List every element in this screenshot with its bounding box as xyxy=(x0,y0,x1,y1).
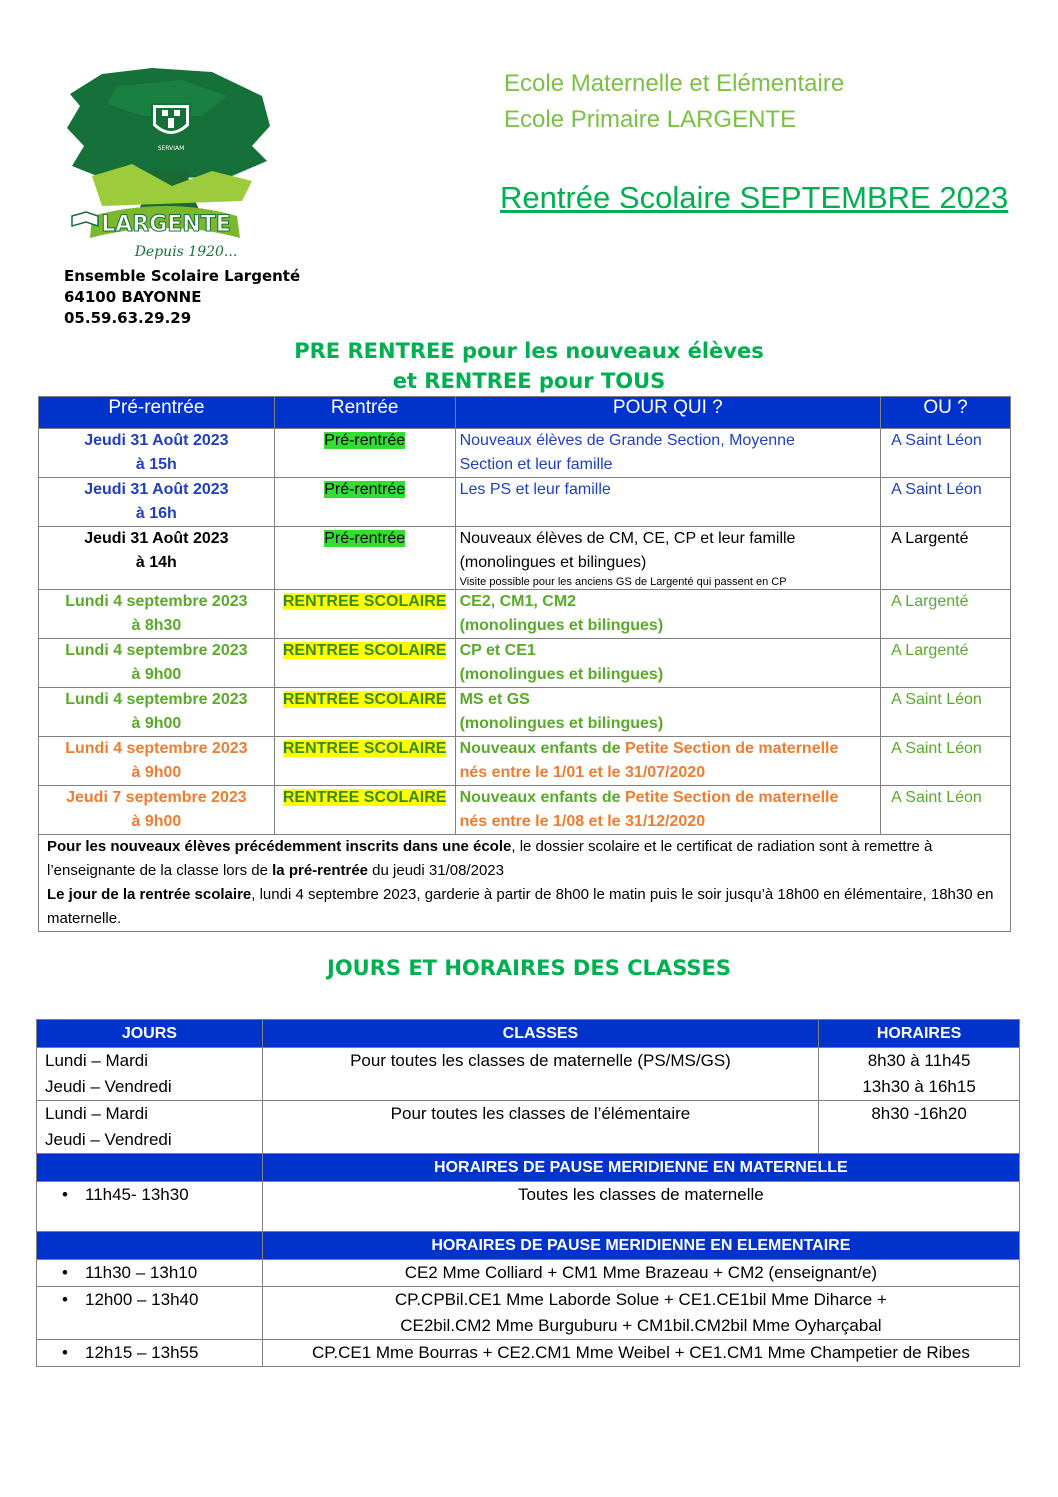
row-qui-highlight: Petite Section de maternelle xyxy=(624,789,839,806)
pause-classes: CP.CPBil.CE1 Mme Laborde Solue + CE1.CE1bil Mme Diharce + xyxy=(394,1290,887,1309)
row-rentree-badge: RENTREE SCOLAIRE xyxy=(282,691,447,708)
row-qui-2: (monolingues et bilingues) xyxy=(459,666,664,683)
note-text-1: , le dossier scolaire et le certificat de radiation sont à remettre à l’enseignante de la classe lors de xyxy=(47,838,933,879)
row-ou: A Saint Léon xyxy=(881,429,1011,478)
pause-elementaire-title: HORAIRES DE PAUSE MERIDIENNE EN ELEMENTAIRE xyxy=(262,1232,1019,1260)
row-qui: MS et GS xyxy=(459,691,530,708)
table-row xyxy=(37,1340,1020,1367)
pause-maternelle-header xyxy=(37,1154,1020,1182)
address-phone: 05.59.63.29.29 xyxy=(64,309,192,327)
address-city: 64100 BAYONNE xyxy=(64,288,202,306)
row-ou: A Saint Léon xyxy=(881,737,1011,786)
pause-classes: Toutes les classes de maternelle xyxy=(262,1182,1019,1232)
row-classes: Pour toutes les classes de l’élémentaire xyxy=(262,1101,818,1154)
row-qui-highlight: Petite Section de maternelle xyxy=(624,740,839,757)
note-bold-2: la pré-rentrée xyxy=(272,862,369,879)
note-paragraph-2 xyxy=(47,883,1002,931)
col-header-horaires: HORAIRES xyxy=(819,1020,1020,1048)
school-line-1: Ecole Maternelle et Elémentaire xyxy=(504,70,845,97)
col-header-jours: JOURS xyxy=(37,1020,263,1048)
row-time: à 9h00 xyxy=(131,764,182,781)
row-qui: Les PS et leur famille xyxy=(459,481,611,498)
pause-time: 11h30 – 13h10 xyxy=(85,1263,198,1282)
note-text-3: , lundi 4 septembre 2023, garderie à partir de 8h00 le matin puis le soir jusqu’à 18h00 en élémentaire, 18h30 en maternelle. xyxy=(47,886,994,927)
row-qui-2: (monolingues et bilingues) xyxy=(459,617,664,634)
section-1-title xyxy=(0,336,1058,396)
row-qui-2: (monolingues et bilingues) xyxy=(459,554,647,571)
pause-time: 12h00 – 13h40 xyxy=(85,1290,199,1309)
bullet-icon: • xyxy=(62,1290,68,1309)
table-row xyxy=(39,737,1011,786)
row-time: à 9h00 xyxy=(131,813,182,830)
row-time: à 8h30 xyxy=(131,617,182,634)
row-horaire-1: 8h30 -16h20 xyxy=(819,1101,1020,1154)
row-qui: Nouveaux élèves de CM, CE, CP et leur famille xyxy=(459,530,796,547)
row-qui: CE2, CM1, CM2 xyxy=(459,593,577,610)
row-time: à 15h xyxy=(135,456,177,473)
row-rentree-badge: Pré-rentrée xyxy=(324,481,406,498)
row-rentree-badge: RENTREE SCOLAIRE xyxy=(282,642,447,659)
col-header-classes: CLASSES xyxy=(262,1020,818,1048)
col-header-pour-qui: POUR QUI ? xyxy=(455,397,880,429)
row-rentree-badge: RENTREE SCOLAIRE xyxy=(282,789,447,806)
table-row xyxy=(37,1182,1020,1232)
logo-motto: SERVIAM xyxy=(157,145,185,152)
col-header-ou: OU ? xyxy=(881,397,1011,429)
pause-time: 11h45- 13h30 xyxy=(85,1185,189,1204)
table-note xyxy=(39,835,1011,932)
pause-elementaire-header xyxy=(37,1232,1020,1260)
row-date: Jeudi 31 Août 2023 xyxy=(84,530,229,547)
logo-text: LARGENTE xyxy=(101,212,231,237)
note-bold-3: Le jour de la rentrée scolaire xyxy=(47,886,252,903)
row-jours-1: Lundi – Mardi xyxy=(45,1104,149,1123)
row-date: Jeudi 31 Août 2023 xyxy=(84,481,229,498)
row-ou: A Largenté xyxy=(881,527,1011,590)
table-row xyxy=(39,527,1011,590)
row-qui-2: nés entre le 1/01 et le 31/07/2020 xyxy=(459,764,706,781)
row-date: Lundi 4 septembre 2023 xyxy=(65,642,248,659)
row-qui xyxy=(460,737,876,761)
pause-maternelle-title: HORAIRES DE PAUSE MERIDIENNE EN MATERNELLE xyxy=(262,1154,1019,1182)
row-jours-1: Lundi – Mardi xyxy=(45,1051,149,1070)
row-qui-note: Visite possible pour les anciens GS de Largenté qui passent en CP xyxy=(459,576,787,588)
table-header-row xyxy=(39,397,1011,429)
bullet-icon: • xyxy=(62,1263,68,1282)
row-horaire-2: 13h30 à 16h15 xyxy=(862,1077,976,1096)
row-classes: Pour toutes les classes de maternelle (PS/MS/GS) xyxy=(262,1048,818,1101)
row-qui xyxy=(460,786,876,810)
row-qui-2: nés entre le 1/08 et le 31/12/2020 xyxy=(459,813,706,830)
row-ou: A Saint Léon xyxy=(881,786,1011,835)
rentree-table xyxy=(38,396,1011,932)
horaires-table xyxy=(36,1019,1020,1367)
note-bold-1: Pour les nouveaux élèves précédemment inscrits dans une école xyxy=(47,838,512,855)
row-qui: CP et CE1 xyxy=(459,642,536,659)
address-name: Ensemble Scolaire Largenté xyxy=(64,267,301,285)
row-qui: Nouveaux élèves de Grande Section, Moyenne xyxy=(459,432,795,449)
row-time: à 16h xyxy=(135,505,177,522)
row-ou: A Largenté xyxy=(881,590,1011,639)
row-ou: A Largenté xyxy=(881,639,1011,688)
row-date: Lundi 4 septembre 2023 xyxy=(65,740,248,757)
section-1-title-line-2: et RENTREE pour TOUS xyxy=(392,369,666,393)
table-row xyxy=(37,1101,1020,1154)
table-header-row xyxy=(37,1020,1020,1048)
row-time: à 9h00 xyxy=(131,666,182,683)
table-row xyxy=(39,478,1011,527)
row-qui-2: Section et leur famille xyxy=(459,456,613,473)
row-time: à 14h xyxy=(135,554,177,571)
pause-classes-2: CE2bil.CM2 Mme Burguburu + CM1bil.CM2bil Mme Oyharçabal xyxy=(400,1316,882,1335)
table-row xyxy=(39,688,1011,737)
row-date: Lundi 4 septembre 2023 xyxy=(65,593,248,610)
row-jours-2: Jeudi – Vendredi xyxy=(45,1130,172,1149)
col-header-rentree: Rentrée xyxy=(274,397,455,429)
bullet-icon: • xyxy=(62,1185,68,1204)
table-row xyxy=(39,786,1011,835)
table-row xyxy=(37,1260,1020,1287)
col-header-prerentree: Pré-rentrée xyxy=(39,397,275,429)
row-ou: A Saint Léon xyxy=(881,478,1011,527)
row-ou: A Saint Léon xyxy=(881,688,1011,737)
table-row xyxy=(39,639,1011,688)
row-rentree-badge: Pré-rentrée xyxy=(324,432,406,449)
row-horaire-1: 8h30 à 11h45 xyxy=(867,1051,971,1070)
row-qui-prefix: Nouveaux enfants de xyxy=(459,789,625,806)
pause-time: 12h15 – 13h55 xyxy=(85,1343,199,1362)
row-qui-2: (monolingues et bilingues) xyxy=(459,715,664,732)
section-2-title: JOURS ET HORAIRES DES CLASSES xyxy=(327,956,731,980)
row-rentree-badge: Pré-rentrée xyxy=(324,530,406,547)
row-date: Jeudi 31 Août 2023 xyxy=(84,432,229,449)
bullet-icon: • xyxy=(62,1343,68,1362)
school-line-2: Ecole Primaire LARGENTE xyxy=(504,106,797,133)
row-time: à 9h00 xyxy=(131,715,182,732)
row-qui-prefix: Nouveaux enfants de xyxy=(459,740,625,757)
school-address xyxy=(64,266,300,329)
section-1-title-line-1: PRE RENTREE pour les nouveaux élèves xyxy=(294,339,764,363)
row-rentree-badge: RENTREE SCOLAIRE xyxy=(282,593,447,610)
school-logo xyxy=(62,66,272,266)
table-row xyxy=(39,429,1011,478)
pause-classes: CE2 Mme Colliard + CM1 Mme Brazeau + CM2 (enseignant/e) xyxy=(262,1260,1019,1287)
row-rentree-badge: RENTREE SCOLAIRE xyxy=(282,740,447,757)
row-date: Lundi 4 septembre 2023 xyxy=(65,691,248,708)
table-row xyxy=(39,590,1011,639)
table-row xyxy=(37,1287,1020,1340)
row-jours-2: Jeudi – Vendredi xyxy=(45,1077,172,1096)
school-name xyxy=(504,66,844,138)
table-note-row xyxy=(39,835,1011,932)
table-row xyxy=(37,1048,1020,1101)
note-paragraph-1 xyxy=(47,835,1002,883)
logo-tagline: Depuis 1920... xyxy=(134,244,238,260)
page-title: Rentrée Scolaire SEPTEMBRE 2023 xyxy=(500,180,1009,215)
note-text-2: du jeudi 31/08/2023 xyxy=(368,862,504,879)
pause-classes: CP.CE1 Mme Bourras + CE2.CM1 Mme Weibel + CE1.CM1 Mme Champetier de Ribes xyxy=(262,1340,1019,1367)
row-date: Jeudi 7 septembre 2023 xyxy=(66,789,247,806)
